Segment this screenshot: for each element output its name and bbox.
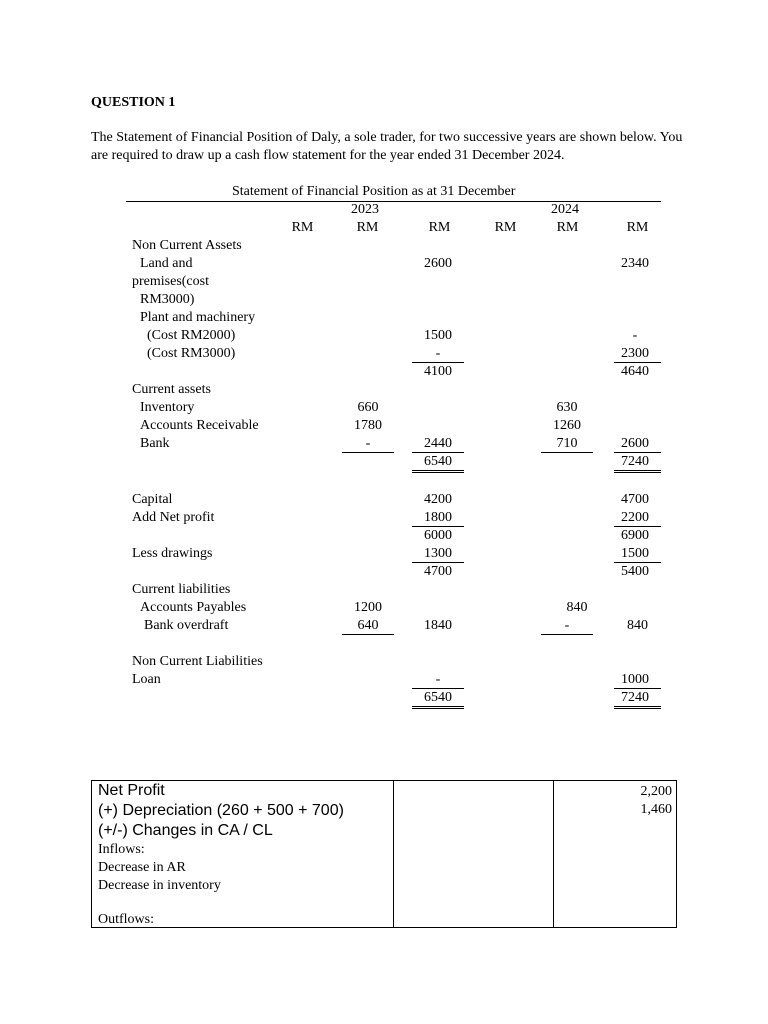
currency-header: RM <box>556 220 579 235</box>
cf-changes-label: (+/-) Changes in CA / CL <box>98 822 273 839</box>
total-liabilities-2024: 7240 <box>621 690 649 705</box>
double-underline <box>614 470 661 473</box>
land-label: premises(cost <box>132 274 209 289</box>
cash-flow-column-divider <box>393 781 394 927</box>
ncl-heading: Non Current Liabilities <box>132 654 263 669</box>
inventory-2024: 630 <box>556 400 578 415</box>
plant-cost1-label: (Cost RM2000) <box>147 328 236 343</box>
plant-cost2-2023: - <box>435 346 441 361</box>
plant-label: Plant and machinery <box>140 310 256 325</box>
ar-2024: 1260 <box>553 418 581 433</box>
land-label: Land and <box>140 256 193 271</box>
question-heading: QUESTION 1 <box>91 95 176 110</box>
cl-heading: Current liabilities <box>132 582 231 597</box>
inventory-label: Inventory <box>140 400 195 415</box>
cl-total-2023: 1840 <box>424 618 452 633</box>
plant-cost2-label: (Cost RM3000) <box>147 346 236 361</box>
loan-label: Loan <box>132 672 161 687</box>
plant-cost1-2024: - <box>632 328 638 343</box>
double-underline <box>614 706 661 709</box>
ca-total-2024: 2600 <box>621 436 649 451</box>
total-assets-2023: 6540 <box>424 454 452 469</box>
statement-title: Statement of Financial Position as at 31 December <box>232 184 516 199</box>
cf-decrease-inventory-label: Decrease in inventory <box>98 878 221 893</box>
land-2024: 2340 <box>621 256 649 271</box>
bank-2023: - <box>365 436 371 451</box>
bank-2024: 710 <box>556 436 578 451</box>
cash-flow-column-divider <box>553 781 554 927</box>
underline <box>541 634 593 635</box>
ap-2023: 1200 <box>354 600 382 615</box>
underline <box>342 452 394 453</box>
cf-net-profit-value: 2,200 <box>640 784 672 799</box>
plant-cost1-2023: 1500 <box>424 328 452 343</box>
drawings-label: Less drawings <box>132 546 213 561</box>
capital-2023: 4200 <box>424 492 452 507</box>
net-profit-2024: 2200 <box>621 510 649 525</box>
capital-label: Capital <box>132 492 173 507</box>
currency-header: RM <box>626 220 649 235</box>
loan-2024: 1000 <box>621 672 649 687</box>
capital-subtotal-2024: 6900 <box>621 528 649 543</box>
loan-2023: - <box>435 672 441 687</box>
ca-heading: Current assets <box>132 382 211 397</box>
capital-closing-2023: 4700 <box>424 564 452 579</box>
year-2023: 2023 <box>351 202 379 217</box>
cf-outflows-label: Outflows: <box>98 912 154 927</box>
double-underline <box>412 470 464 473</box>
overdraft-2023: 640 <box>357 618 379 633</box>
currency-header: RM <box>494 220 517 235</box>
capital-closing-2024: 5400 <box>621 564 649 579</box>
total-assets-2024: 7240 <box>621 454 649 469</box>
ar-2023: 1780 <box>354 418 382 433</box>
cf-depreciation-value: 1,460 <box>640 802 672 817</box>
inventory-2023: 660 <box>357 400 379 415</box>
capital-2024: 4700 <box>621 492 649 507</box>
net-profit-2023: 1800 <box>424 510 452 525</box>
cf-depreciation-label: (+) Depreciation (260 + 500 + 700) <box>98 802 344 819</box>
drawings-2023: 1300 <box>424 546 452 561</box>
ap-label: Accounts Payables <box>140 600 247 615</box>
underline <box>541 452 593 453</box>
total-liabilities-2023: 6540 <box>424 690 452 705</box>
overdraft-2024: - <box>564 618 570 633</box>
land-2023: 2600 <box>424 256 452 271</box>
overdraft-label: Bank overdraft <box>144 618 229 633</box>
year-2024: 2024 <box>551 202 579 217</box>
land-label: RM3000) <box>140 292 195 307</box>
ar-label: Accounts Receivable <box>140 418 259 433</box>
ca-total-2023: 2440 <box>424 436 452 451</box>
currency-header: RM <box>291 220 314 235</box>
cl-total-2024: 840 <box>627 618 648 633</box>
cf-inflows-label: Inflows: <box>98 842 145 857</box>
currency-header: RM <box>356 220 379 235</box>
capital-subtotal-2023: 6000 <box>424 528 452 543</box>
nca-heading: Non Current Assets <box>132 238 242 253</box>
nca-total-2023: 4100 <box>424 364 452 379</box>
cash-flow-table <box>91 780 677 928</box>
cf-decrease-ar-label: Decrease in AR <box>98 860 186 875</box>
plant-cost2-2024: 2300 <box>621 346 649 361</box>
bank-label: Bank <box>140 436 170 451</box>
intro-text: The Statement of Financial Position of Daly, a sole trader, for two successive years are shown below. You are required to draw up a cash flow statement for the year ended 31 December 2024. <box>91 130 683 163</box>
cf-net-profit-label: Net Profit <box>98 782 165 799</box>
net-profit-label: Add Net profit <box>132 510 215 525</box>
double-underline <box>412 706 464 709</box>
currency-header: RM <box>428 220 451 235</box>
drawings-2024: 1500 <box>621 546 649 561</box>
nca-total-2024: 4640 <box>621 364 649 379</box>
ap-2024: 840 <box>566 600 588 615</box>
underline <box>342 634 394 635</box>
